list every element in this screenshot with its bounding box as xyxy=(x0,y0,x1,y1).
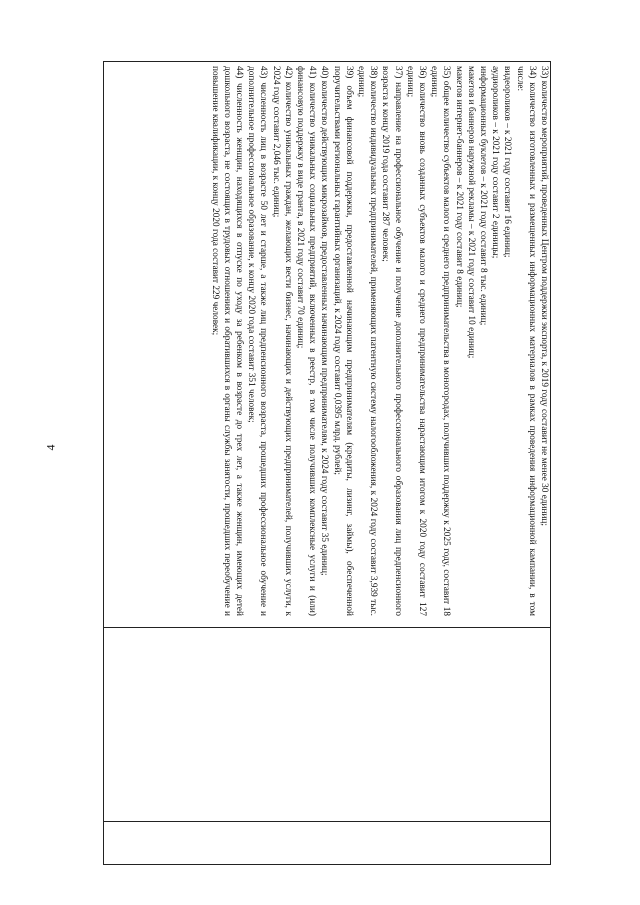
list-item: 37) направление на профессиональное обучение и получение дополнительного профессионального образования лиц предпенсионного возраста к концу 2019 года составит 287 человек; xyxy=(380,66,403,616)
list-item: 38) количество индивидуальных предпринимателей, применяющих патентную систему налогообложения, к 2024 году составит 3,939 тыс. единиц; xyxy=(355,66,379,616)
list-item: 40) количество действующих микрозаймов, предоставленных начинающим предпринимателям, к 2024 году составит 35 единиц; xyxy=(319,66,330,576)
list-item: 41) количество уникальных социальных предприятий, включенных в реестр, в том числе получивших комплексные услуги и (или) финансовую поддержку в виде гранта, в 2021 году составит 70 единиц; xyxy=(294,66,318,616)
table-frame xyxy=(103,61,551,865)
content-cell xyxy=(104,62,552,627)
list-item: 39) объем финансовой поддержки, предоставленной начинающим предпринимателям (кредиты, лизинг, займы), обеспеченной поручительствами региональных гарантийных организаций, к 2024 году составит 0,0395 млрд. рублей; xyxy=(331,66,354,616)
list-item: 35) общее количество субъектов малого и среднего предпринимательства в моногородах, получивших поддержку к 2025 году, составит 18 единиц; xyxy=(429,66,452,616)
list-item: макетов интернет-баннеров – к 2021 году составит 8 единиц; xyxy=(453,66,464,308)
rotated-text-block xyxy=(108,62,552,622)
table-divider xyxy=(104,627,550,628)
list-item: 44) численность женщин, находящихся в отпуске по уходу за ребенком в возрасте до трех лет, а также женщин, имеющих детей дошкольного возраста, не состоящих в трудовых отношениях и обратившихся в органы службы занятости, прошедших переобучение и повышение квалификации, к концу 2020 года составит 229 человек; xyxy=(209,66,244,616)
list-item: 43) численность лиц в возрасте 50 лет и старше, а также лиц предпенсионного возраста, прошедших профессиональное обучение и дополнительное профессиональное образование, к концу 2020 года составит 351 человек; xyxy=(246,66,269,616)
list-item: 34) количество изготовленных и размещенных информационных материалов в рамках проведения информационной кампании, в том числе: xyxy=(514,66,537,616)
list-item: видеороликов – к 2021 году составит 16 единиц; xyxy=(502,66,513,258)
list-item: информационных буклетов – к 2021 году составит 8 тыс. единиц; xyxy=(477,66,488,326)
list-item: 36) количество вновь созданных субъектов малого и среднего предпринимательства нарастающим итогом к 2020 году составит 127 единиц; xyxy=(404,66,427,616)
list-item: макетов и баннеров наружной рекламы – к 2021 году составит 10 единиц; xyxy=(465,66,476,359)
list-item: 33) количество мероприятий, проведенных Центром поддержки экспорта, к 2019 году составит не менее 30 единиц; xyxy=(539,66,549,526)
list-item: 42) количество уникальных граждан, желающих вести бизнес, начинающих и действующих предпринимателей, получивших услуги, к 2024 году составит 2,046 тыс. единиц; xyxy=(270,66,293,616)
list-item: аудиороликов – к 2021 году составит 2 единицы; xyxy=(490,66,501,259)
page-number: 4 xyxy=(43,444,58,451)
table-divider xyxy=(104,821,550,822)
